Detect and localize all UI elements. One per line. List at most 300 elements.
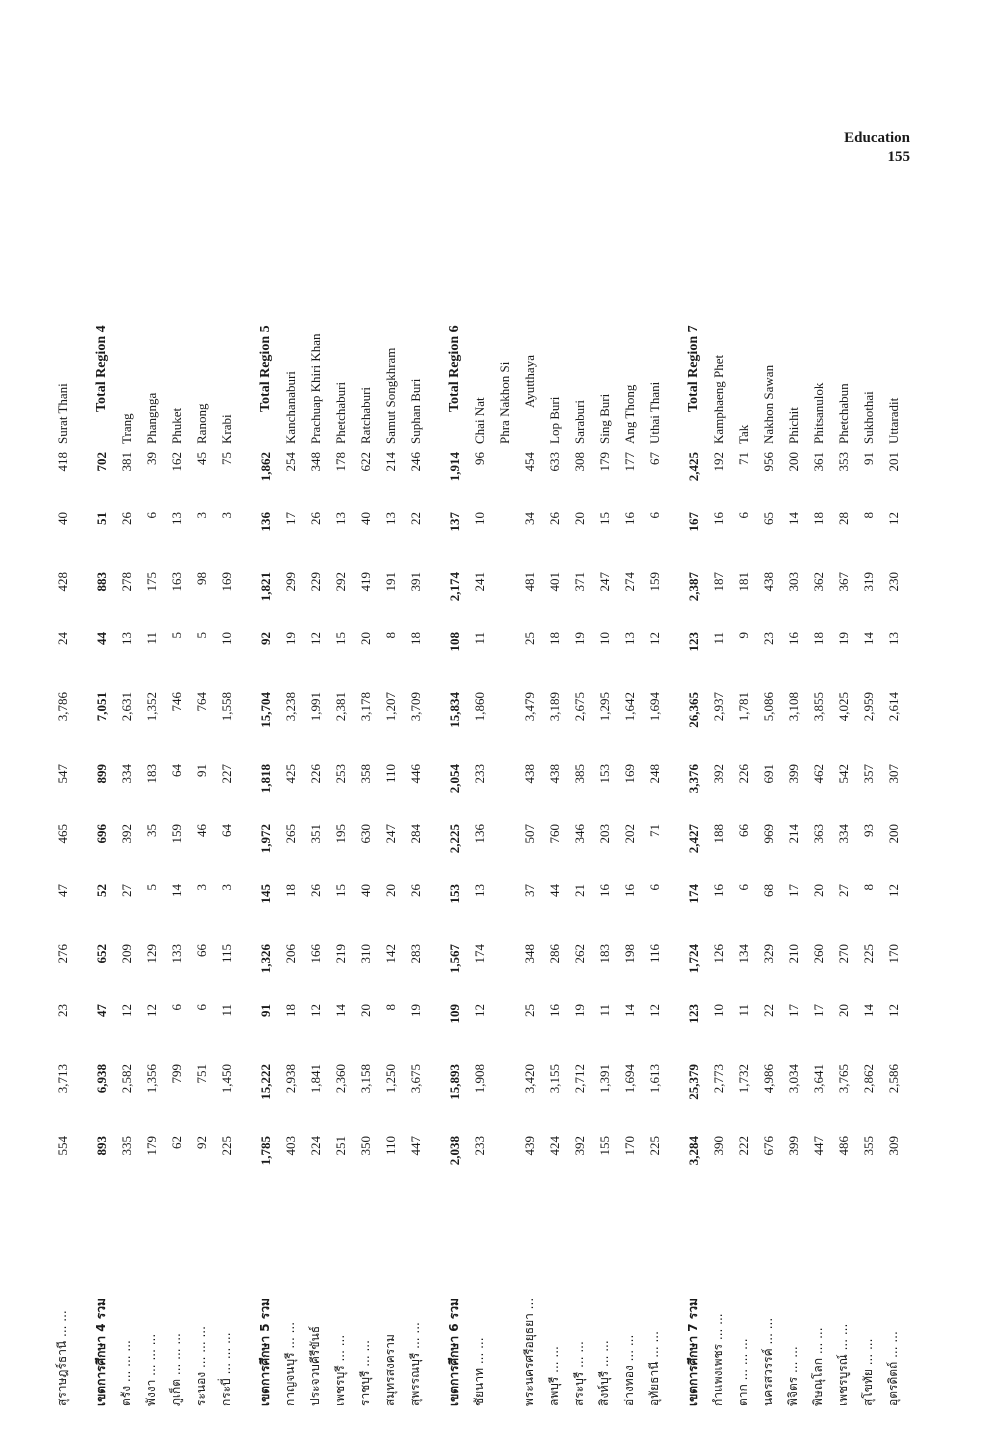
english-name-cell: Surat Thani xyxy=(54,383,70,444)
rotated-table-wrapper xyxy=(50,180,930,1410)
value-cell: 276 xyxy=(54,944,70,964)
value-cell: 399 xyxy=(785,764,801,784)
value-cell: 123 xyxy=(685,632,701,652)
value-cell: 11 xyxy=(143,632,159,645)
value-cell: 1,295 xyxy=(596,692,612,722)
value-cell: 241 xyxy=(471,572,487,592)
value-cell: 507 xyxy=(521,824,537,844)
value-cell: 12 xyxy=(307,1004,323,1017)
value-cell: 229 xyxy=(307,572,323,592)
value-cell: 1,642 xyxy=(621,692,637,722)
value-cell: 75 xyxy=(218,452,234,465)
value-cell: 200 xyxy=(785,452,801,472)
spacer-row xyxy=(667,180,681,1410)
value-cell: 65 xyxy=(760,512,776,525)
value-cell: 12 xyxy=(885,1004,901,1017)
english-name-cell: Ranong xyxy=(193,403,209,444)
thai-name-cell xyxy=(492,1192,517,1410)
value-cell: 15,834 xyxy=(446,692,462,728)
value-cell: 2,959 xyxy=(860,692,876,722)
thai-name-cell: ราชบุรี ... ... xyxy=(358,1340,372,1406)
value-cell: 214 xyxy=(382,452,398,472)
value-cell: 20 xyxy=(835,1004,851,1017)
value-cell: 310 xyxy=(357,944,373,964)
value-cell: 169 xyxy=(218,572,234,592)
table-row xyxy=(303,180,328,1410)
value-cell: 2,582 xyxy=(118,1064,134,1094)
english-name-cell: Uthai Thani xyxy=(646,381,662,444)
value-cell: 2,937 xyxy=(710,692,726,722)
value-cell: 392 xyxy=(571,1136,587,1156)
thai-name-cell: อุตรดิตถ์ ... ... xyxy=(886,1331,900,1406)
value-cell: 486 xyxy=(835,1136,851,1156)
english-name-cell: Ratchaburi xyxy=(357,386,373,444)
value-cell: 214 xyxy=(785,824,801,844)
value-cell: 206 xyxy=(282,944,298,964)
value-cell: 44 xyxy=(546,884,562,897)
value-cell: 346 xyxy=(571,824,587,844)
value-cell: 2,712 xyxy=(571,1064,587,1094)
region-total-row xyxy=(681,180,706,1410)
english-name-cell: Total Region 6 xyxy=(446,325,462,412)
value-cell: 899 xyxy=(93,764,109,784)
value-cell: 3,675 xyxy=(407,1064,423,1094)
value-cell: 319 xyxy=(860,572,876,592)
value-cell: 159 xyxy=(646,572,662,592)
value-cell: 418 xyxy=(54,452,70,472)
value-cell: 23 xyxy=(54,1004,70,1017)
value-cell: 170 xyxy=(621,1136,637,1156)
value-cell: 179 xyxy=(596,452,612,472)
thai-name-cell: เพชรบูรณ์ ... ... xyxy=(836,1323,850,1406)
value-cell: 20 xyxy=(810,884,826,897)
value-cell: 225 xyxy=(646,1136,662,1156)
value-cell: 14 xyxy=(785,512,801,525)
value-cell: 24 xyxy=(54,632,70,645)
value-cell: 14 xyxy=(621,1004,637,1017)
english-name-cell: Total Region 5 xyxy=(257,325,273,412)
thai-name-cell: ลพบุรี ... ... xyxy=(547,1346,561,1406)
value-cell: 262 xyxy=(571,944,587,964)
english-name-cell: Phuket xyxy=(168,407,184,444)
value-cell: 751 xyxy=(193,1064,209,1084)
value-cell: 110 xyxy=(382,1136,398,1156)
value-cell: 292 xyxy=(332,572,348,592)
value-cell: 760 xyxy=(546,824,562,844)
value-cell: 8 xyxy=(860,512,876,519)
value-cell: 303 xyxy=(785,572,801,592)
thai-name-cell: พระนครศรีอยุธยา ... xyxy=(522,1297,536,1406)
table-row xyxy=(856,180,881,1410)
value-cell: 419 xyxy=(357,572,373,592)
value-cell: 188 xyxy=(710,824,726,844)
table-row xyxy=(831,180,856,1410)
value-cell: 371 xyxy=(571,572,587,592)
statistics-table xyxy=(50,180,906,1410)
value-cell: 25 xyxy=(521,632,537,645)
value-cell: 11 xyxy=(710,632,726,645)
value-cell: 454 xyxy=(521,452,537,472)
value-cell: 3,855 xyxy=(810,692,826,722)
value-cell: 177 xyxy=(621,452,637,472)
english-name-cell: Phra Nakhon Si xyxy=(496,361,512,444)
value-cell: 286 xyxy=(546,944,562,964)
value-cell: 1,841 xyxy=(307,1064,323,1094)
value-cell: 284 xyxy=(407,824,423,844)
value-cell: 8 xyxy=(382,1004,398,1011)
value-cell: 209 xyxy=(118,944,134,964)
thai-name-cell: ภูเก็ต ... ... ... xyxy=(169,1333,183,1406)
value-cell: 3,189 xyxy=(546,692,562,722)
table-row xyxy=(642,180,667,1410)
value-cell: 71 xyxy=(646,824,662,837)
value-cell: 307 xyxy=(885,764,901,784)
value-cell: 10 xyxy=(471,512,487,525)
table-row xyxy=(114,180,139,1410)
value-cell: 12 xyxy=(885,512,901,525)
thai-name-cell: เขตการศึกษา 4 รวม xyxy=(94,1298,108,1406)
value-cell: 13 xyxy=(621,632,637,645)
value-cell: 260 xyxy=(810,944,826,964)
value-cell: 2,038 xyxy=(446,1136,462,1166)
value-cell: 18 xyxy=(282,884,298,897)
value-cell: 1,781 xyxy=(735,692,751,722)
value-cell xyxy=(492,568,517,628)
value-cell: 44 xyxy=(93,632,109,645)
value-cell: 6 xyxy=(735,512,751,519)
spacer-cell xyxy=(667,180,681,1410)
value-cell: 27 xyxy=(118,884,134,897)
value-cell: 19 xyxy=(835,632,851,645)
value-cell: 18 xyxy=(546,632,562,645)
value-cell: 230 xyxy=(885,572,901,592)
value-cell: 20 xyxy=(357,632,373,645)
thai-name-cell: สระบุรี ... ... xyxy=(572,1341,586,1406)
value-cell: 14 xyxy=(860,632,876,645)
value-cell: 91 xyxy=(193,764,209,777)
value-cell: 746 xyxy=(168,692,184,712)
value-cell: 3,420 xyxy=(521,1064,537,1094)
english-name-cell: Lop Buri xyxy=(546,396,562,444)
value-cell: 133 xyxy=(168,944,184,964)
value-cell: 799 xyxy=(168,1064,184,1084)
page-header xyxy=(844,130,910,166)
value-cell: 93 xyxy=(860,824,876,837)
value-cell: 2,387 xyxy=(685,572,701,602)
table-row xyxy=(378,180,403,1410)
value-cell: 225 xyxy=(860,944,876,964)
value-cell: 129 xyxy=(143,944,159,964)
value-cell: 348 xyxy=(307,452,323,472)
value-cell: 227 xyxy=(218,764,234,784)
value-cell: 676 xyxy=(760,1136,776,1156)
value-cell: 11 xyxy=(735,1004,751,1017)
value-cell: 390 xyxy=(710,1136,726,1156)
table-row xyxy=(139,180,164,1410)
value-cell: 2,054 xyxy=(446,764,462,794)
value-cell: 28 xyxy=(835,512,851,525)
value-cell xyxy=(492,1000,517,1060)
page-number: 155 xyxy=(887,149,910,165)
value-cell: 233 xyxy=(471,1136,487,1156)
table-body xyxy=(50,180,906,1410)
value-cell: 183 xyxy=(143,764,159,784)
value-cell: 162 xyxy=(168,452,184,472)
value-cell: 26 xyxy=(118,512,134,525)
value-cell: 145 xyxy=(257,884,273,904)
value-cell: 92 xyxy=(257,632,273,645)
value-cell: 2,586 xyxy=(885,1064,901,1094)
value-cell: 253 xyxy=(332,764,348,784)
region-total-row xyxy=(253,180,278,1410)
value-cell xyxy=(492,508,517,568)
value-cell: 142 xyxy=(382,944,398,964)
value-cell: 424 xyxy=(546,1136,562,1156)
value-cell: 1,732 xyxy=(735,1064,751,1094)
value-cell: 1,914 xyxy=(446,452,462,482)
value-cell: 6 xyxy=(168,1004,184,1011)
table-row xyxy=(731,180,756,1410)
thai-name-cell: ตรัง ... ... ... xyxy=(119,1340,133,1406)
thai-name-cell: ตาก ... ... ... xyxy=(736,1338,750,1406)
value-cell: 233 xyxy=(471,764,487,784)
value-cell: 19 xyxy=(282,632,298,645)
value-cell: 16 xyxy=(710,512,726,525)
value-cell: 26 xyxy=(407,884,423,897)
english-name-cell: Ang Thong xyxy=(621,384,637,444)
thai-name-cell: ระนอง ... ... ... xyxy=(194,1326,208,1406)
table-row xyxy=(189,180,214,1410)
value-cell: 187 xyxy=(710,572,726,592)
value-cell: 1,613 xyxy=(646,1064,662,1094)
value-cell: 438 xyxy=(521,764,537,784)
english-name-cell: Phetchabun xyxy=(835,383,851,444)
value-cell: 46 xyxy=(193,824,209,837)
value-cell: 547 xyxy=(54,764,70,784)
value-cell: 15 xyxy=(332,632,348,645)
value-cell: 2,381 xyxy=(332,692,348,722)
value-cell: 26,365 xyxy=(685,692,701,728)
english-name-cell: Trang xyxy=(118,413,134,444)
value-cell: 438 xyxy=(546,764,562,784)
value-cell: 17 xyxy=(810,1004,826,1017)
value-cell: 192 xyxy=(710,452,726,472)
table-row xyxy=(278,180,303,1410)
value-cell xyxy=(492,760,517,820)
value-cell: 2,427 xyxy=(685,824,701,854)
value-cell: 14 xyxy=(168,884,184,897)
thai-name-cell: กาญจนบุรี ... ... xyxy=(283,1321,297,1406)
value-cell: 334 xyxy=(835,824,851,844)
value-cell: 134 xyxy=(735,944,751,964)
value-cell: 6 xyxy=(193,1004,209,1011)
value-cell: 4,025 xyxy=(835,692,851,722)
value-cell: 137 xyxy=(446,512,462,532)
value-cell: 201 xyxy=(885,452,901,472)
value-cell: 13 xyxy=(885,632,901,645)
value-cell: 2,773 xyxy=(710,1064,726,1094)
value-cell: 200 xyxy=(885,824,901,844)
spacer-row xyxy=(239,180,253,1410)
value-cell: 10 xyxy=(596,632,612,645)
value-cell: 3 xyxy=(218,512,234,519)
value-cell: 203 xyxy=(596,824,612,844)
value-cell: 1,356 xyxy=(143,1064,159,1094)
english-name-cell: Uttaradit xyxy=(885,397,901,444)
value-cell: 247 xyxy=(596,572,612,592)
value-cell: 10 xyxy=(218,632,234,645)
value-cell xyxy=(492,688,517,760)
value-cell xyxy=(492,628,517,688)
value-cell: 702 xyxy=(93,452,109,472)
value-cell: 358 xyxy=(357,764,373,784)
thai-name-cell: นครสวรรค์ ... ... xyxy=(761,1317,775,1406)
value-cell: 13 xyxy=(118,632,134,645)
value-cell: 6 xyxy=(143,512,159,519)
thai-name-cell: กำแพงเพชร ... ... xyxy=(711,1313,725,1406)
value-cell: 108 xyxy=(446,632,462,652)
english-name-cell: Samut Songkhram xyxy=(382,347,398,444)
value-cell: 18 xyxy=(810,632,826,645)
thai-name-cell: สุพรรณบุรี ... ... xyxy=(408,1322,422,1406)
value-cell: 381 xyxy=(118,452,134,472)
value-cell: 399 xyxy=(785,1136,801,1156)
value-cell: 3,376 xyxy=(685,764,701,794)
value-cell: 2,631 xyxy=(118,692,134,722)
value-cell: 2,614 xyxy=(885,692,901,722)
value-cell: 19 xyxy=(571,632,587,645)
value-cell: 691 xyxy=(760,764,776,784)
table-row xyxy=(492,180,517,1410)
thai-name-cell: พังงา ... ... ... xyxy=(144,1333,158,1406)
value-cell: 13 xyxy=(332,512,348,525)
value-cell: 39 xyxy=(143,452,159,465)
english-name-cell: Total Region 7 xyxy=(685,325,701,412)
value-cell: 15 xyxy=(332,884,348,897)
value-cell xyxy=(492,1060,517,1132)
value-cell: 174 xyxy=(471,944,487,964)
value-cell: 1,450 xyxy=(218,1064,234,1094)
value-cell: 1,862 xyxy=(257,452,273,482)
thai-name-cell: เพชรบุรี ... ... xyxy=(333,1334,347,1406)
thai-name-cell: พิจิตร ... ... xyxy=(786,1346,800,1406)
english-name-cell: Suphan Buri xyxy=(407,378,423,444)
value-cell: 174 xyxy=(685,884,701,904)
value-cell: 19 xyxy=(407,1004,423,1017)
value-cell: 62 xyxy=(168,1136,184,1149)
value-cell: 3,284 xyxy=(685,1136,701,1166)
value-cell: 353 xyxy=(835,452,851,472)
value-cell: 1,724 xyxy=(685,944,701,974)
table-row xyxy=(542,180,567,1410)
value-cell: 3,709 xyxy=(407,692,423,722)
value-cell: 3,786 xyxy=(54,692,70,722)
value-cell: 969 xyxy=(760,824,776,844)
value-cell: 363 xyxy=(810,824,826,844)
value-cell: 542 xyxy=(835,764,851,784)
value-cell: 20 xyxy=(571,512,587,525)
value-cell: 159 xyxy=(168,824,184,844)
value-cell: 66 xyxy=(193,944,209,957)
thai-name-cell: สมุทรสงคราม xyxy=(383,1334,397,1406)
value-cell: 308 xyxy=(571,452,587,472)
value-cell: 309 xyxy=(885,1136,901,1156)
value-cell: 1,250 xyxy=(382,1064,398,1094)
value-cell: 3,641 xyxy=(810,1064,826,1094)
value-cell: 274 xyxy=(621,572,637,592)
english-name-cell: Phangnga xyxy=(143,392,159,444)
value-cell: 329 xyxy=(760,944,776,964)
thai-name-cell: สุโขทัย ... ... xyxy=(861,1338,875,1406)
value-cell: 1,908 xyxy=(471,1064,487,1094)
value-cell: 350 xyxy=(357,1136,373,1156)
value-cell: 13 xyxy=(382,512,398,525)
value-cell: 2,425 xyxy=(685,452,701,482)
table-row xyxy=(328,180,353,1410)
value-cell: 2,360 xyxy=(332,1064,348,1094)
value-cell: 153 xyxy=(596,764,612,784)
value-cell: 12 xyxy=(646,632,662,645)
value-cell: 91 xyxy=(257,1004,273,1017)
value-cell: 622 xyxy=(357,452,373,472)
value-cell: 169 xyxy=(621,764,637,784)
value-cell: 116 xyxy=(646,944,662,964)
value-cell: 13 xyxy=(471,884,487,897)
value-cell: 428 xyxy=(54,572,70,592)
value-cell: 3,178 xyxy=(357,692,373,722)
thai-name-cell: เขตการศึกษา 7 รวม xyxy=(686,1298,700,1406)
thai-name-cell: อุทัยธานี ... ... xyxy=(647,1331,661,1406)
value-cell: 12 xyxy=(143,1004,159,1017)
value-cell: 334 xyxy=(118,764,134,784)
value-cell: 155 xyxy=(596,1136,612,1156)
value-cell: 247 xyxy=(382,824,398,844)
table-row xyxy=(881,180,906,1410)
value-cell: 355 xyxy=(860,1136,876,1156)
value-cell: 465 xyxy=(54,824,70,844)
thai-name-cell: ประจวบคีรีขันธ์ xyxy=(308,1325,322,1406)
value-cell: 175 xyxy=(143,572,159,592)
value-cell: 3,765 xyxy=(835,1064,851,1094)
value-cell: 1,326 xyxy=(257,944,273,974)
english-name-cell: Saraburi xyxy=(571,399,587,444)
thai-name-cell: เขตการศึกษา 6 รวม xyxy=(447,1298,461,1406)
value-cell: 219 xyxy=(332,944,348,964)
value-cell: 96 xyxy=(471,452,487,465)
value-cell: 110 xyxy=(382,764,398,784)
value-cell: 64 xyxy=(218,824,234,837)
value-cell: 11 xyxy=(596,1004,612,1017)
value-cell: 5 xyxy=(193,632,209,639)
value-cell: 3,108 xyxy=(785,692,801,722)
value-cell: 2,862 xyxy=(860,1064,876,1094)
value-cell: 17 xyxy=(282,512,298,525)
value-cell: 1,352 xyxy=(143,692,159,722)
value-cell: 5,086 xyxy=(760,692,776,722)
table-row xyxy=(756,180,781,1410)
value-cell: 16 xyxy=(621,884,637,897)
value-cell: 66 xyxy=(735,824,751,837)
value-cell: 18 xyxy=(407,632,423,645)
value-cell: 167 xyxy=(685,512,701,532)
value-cell: 696 xyxy=(93,824,109,844)
value-cell: 438 xyxy=(760,572,776,592)
value-cell: 40 xyxy=(357,512,373,525)
value-cell: 21 xyxy=(571,884,587,897)
thai-name-cell: สิงห์บุรี ... ... xyxy=(597,1340,611,1406)
value-cell xyxy=(492,940,517,1000)
value-cell: 153 xyxy=(446,884,462,904)
